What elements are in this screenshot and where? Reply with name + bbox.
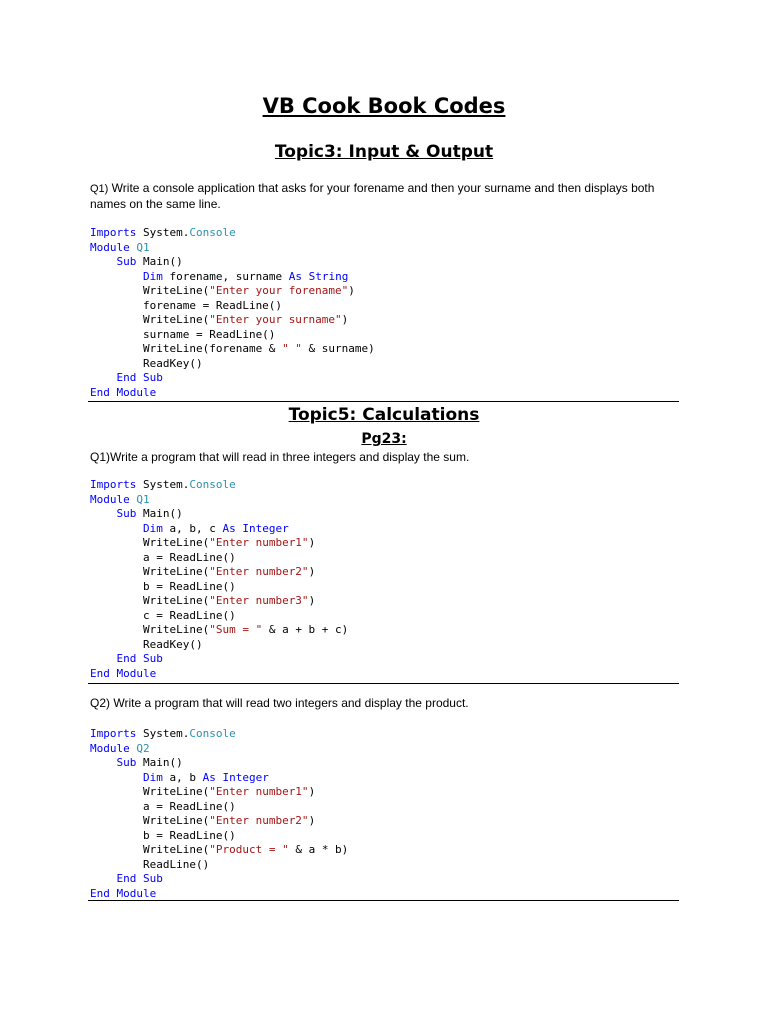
code-token: " " [282,342,302,355]
topic5-heading: Topic5: Calculations [288,405,480,425]
code-token: System. [136,727,190,740]
code-token [90,872,117,885]
code-token: Imports [90,727,137,740]
code-line [90,609,348,624]
code-block-topic5-q2 [90,727,348,901]
code-token: ReadLine() [90,857,210,871]
code-token: ) [308,814,316,827]
code-line [90,328,375,343]
code-token: & a * b) [288,843,349,856]
code-line [90,493,348,508]
code-token: ) [341,313,349,326]
code-token [90,255,117,268]
code-token: End Sub [116,652,163,665]
code-token: a, b, c [162,521,223,535]
code-token: WriteLine( [90,536,210,549]
code-line [90,241,375,256]
code-line [90,887,348,902]
question-number: Q1) [90,183,109,195]
code-token: Main() [136,756,183,769]
code-token: End Module [90,886,157,900]
code-token: ) [308,594,316,607]
code-line [90,551,348,566]
code-line [90,226,375,241]
code-line [90,652,348,667]
code-token: End Module [90,385,157,399]
code-line [90,270,375,285]
code-line [90,623,348,638]
code-token [90,771,143,784]
code-token: surname = ReadLine() [90,327,276,341]
code-token: Sub [116,756,137,769]
code-token: Console [189,478,236,491]
code-token: Module [90,492,130,506]
section-divider [88,900,679,901]
code-line [90,580,348,595]
code-token: End Module [90,666,157,680]
code-line [90,872,348,887]
code-token [302,270,309,283]
code-token: & surname) [301,342,375,355]
code-token [90,371,117,384]
code-token: ) [308,785,316,798]
code-token: "Enter number3" [209,594,309,607]
code-token: "Enter your surname" [209,313,342,326]
code-token: "Enter your forename" [209,284,349,297]
code-line [90,342,375,357]
code-token: System. [136,226,190,239]
code-line [90,478,348,493]
code-line [90,858,348,873]
code-line [90,313,375,328]
code-line [90,785,348,800]
code-token: "Enter number1" [209,785,309,798]
code-line [90,594,348,609]
topic3-question [90,181,690,212]
code-token: Integer [242,521,289,535]
code-token: ) [308,565,316,578]
code-line [90,386,375,401]
code-token: WriteLine(forename & [90,342,283,355]
code-token: Imports [90,226,137,239]
code-token: forename = ReadLine() [90,298,283,312]
code-token: WriteLine( [90,284,210,297]
code-block-topic5-q1 [90,478,348,681]
section-divider [88,683,679,684]
code-line [90,771,348,786]
code-token: As [222,521,236,535]
code-token: Dim [142,521,163,535]
code-token: End Sub [116,371,163,384]
code-line [90,843,348,858]
code-token: "Product = " [209,843,289,856]
code-token: Integer [222,770,269,784]
code-token: ) [308,536,316,549]
document-title: VB Cook Book Codes [262,94,506,118]
code-token: WriteLine( [90,594,210,607]
code-token: String [308,269,349,283]
code-token: Dim [142,770,163,784]
code-token: As [202,770,216,784]
code-token: Module [90,741,130,755]
code-block-topic3-q1 [90,226,375,400]
code-token: b = ReadLine() [90,579,236,593]
topic5-question-2: Q2) Write a program that will read two integers and display the product. [90,696,469,710]
code-token: WriteLine( [90,623,210,636]
code-token: a = ReadLine() [90,799,236,813]
code-token [90,507,117,520]
code-token: "Enter number2" [209,814,309,827]
code-token: WriteLine( [90,843,210,856]
code-token: "Enter number2" [209,565,309,578]
code-token: Q2 [136,741,150,755]
code-token [90,756,117,769]
code-line [90,800,348,815]
code-token: ) [348,284,355,297]
code-token: "Enter number1" [209,536,309,549]
page-reference: Pg23: [361,431,407,447]
code-line [90,357,375,372]
code-token: Q1 [136,240,150,254]
code-line [90,727,348,742]
code-token: Sub [116,507,137,520]
code-line [90,742,348,757]
code-line [90,299,375,314]
code-line [90,756,348,771]
code-token [90,270,143,283]
code-token: b = ReadLine() [90,828,236,842]
code-token: WriteLine( [90,313,210,326]
code-line [90,667,348,682]
code-line [90,536,348,551]
code-token: System. [136,478,190,491]
code-line [90,522,348,537]
code-token: WriteLine( [90,814,210,827]
code-token: As [288,269,302,283]
code-token: Console [189,727,236,740]
code-token: "Sum = " [209,623,263,636]
code-line [90,371,375,386]
code-token [90,652,117,665]
code-token: Q1 [136,492,150,506]
code-line [90,829,348,844]
code-line [90,284,375,299]
code-token: WriteLine( [90,785,210,798]
code-token: Main() [136,507,183,520]
code-token: Main() [136,255,183,268]
code-token: a, b [162,770,203,784]
code-token: forename, surname [162,269,289,283]
code-token: WriteLine( [90,565,210,578]
code-token: ReadKey() [90,637,203,651]
code-token: End Sub [116,872,163,885]
code-token: & a + b + c) [262,623,349,636]
code-token: Dim [142,269,163,283]
code-token: a = ReadLine() [90,550,236,564]
code-token: Console [189,226,236,239]
code-line [90,255,375,270]
code-line [90,638,348,653]
topic5-question-1: Q1)Write a program that will read in three integers and display the sum. [90,450,470,464]
section-divider [88,401,679,402]
topic3-heading: Topic3: Input & Output [274,142,494,162]
code-token: Sub [116,255,137,268]
code-token: ReadKey() [90,356,203,370]
code-token: Imports [90,478,137,491]
code-token: c = ReadLine() [90,608,236,622]
question-text: Write a console application that asks for your forename and then your surname and then displays both names on the same line. [90,181,655,211]
code-line [90,565,348,580]
code-token [90,522,143,535]
code-token: Module [90,240,130,254]
code-line [90,814,348,829]
code-line [90,507,348,522]
